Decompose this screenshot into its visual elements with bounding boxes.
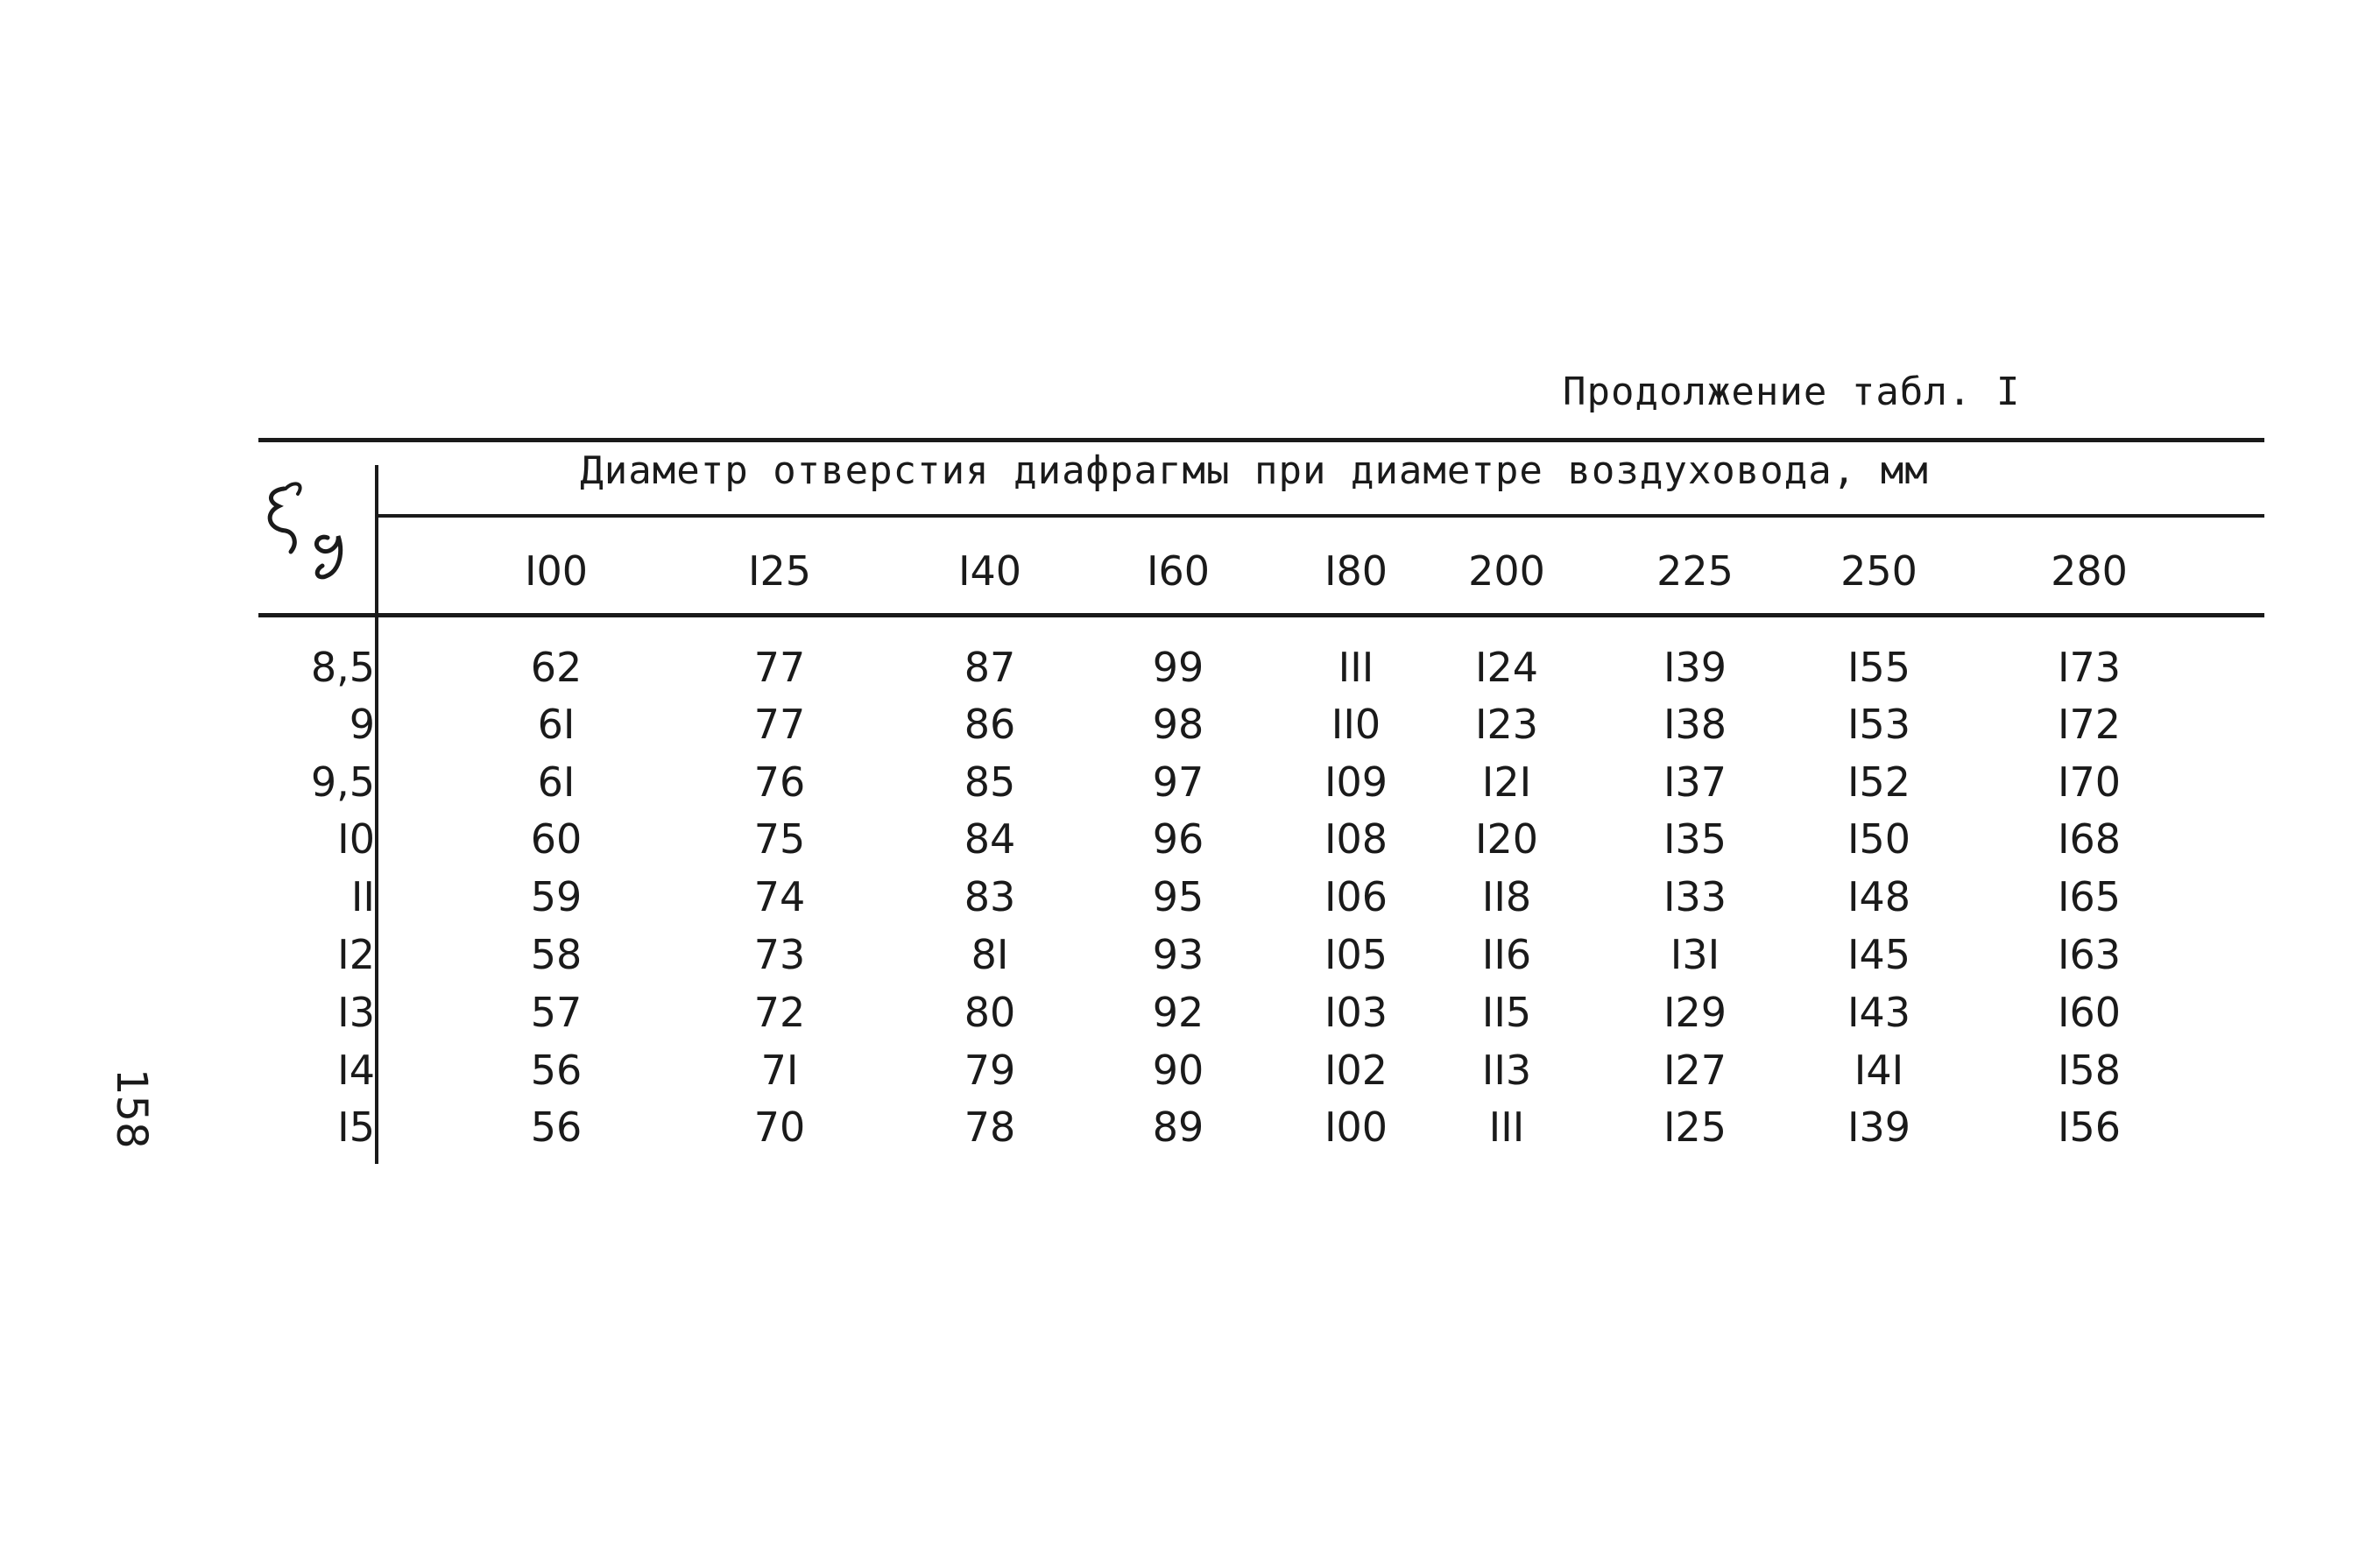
table-cell: II3	[1481, 1047, 1532, 1094]
table-cell: I43	[1847, 989, 1911, 1036]
row-label: I5	[337, 1103, 375, 1151]
table-cell: 6I	[537, 758, 576, 806]
table-cell: 87	[964, 644, 1016, 691]
table-cell: 7I	[760, 1047, 799, 1094]
table-cell: 76	[753, 758, 806, 806]
table-cell: 97	[1152, 758, 1204, 806]
table-cell: 84	[964, 815, 1016, 863]
table-cell: 79	[964, 1047, 1016, 1094]
table-cell: I24	[1474, 644, 1539, 691]
table-cell: 96	[1152, 815, 1204, 863]
table-cell: 6I	[537, 701, 576, 748]
table-cell: I29	[1663, 989, 1727, 1036]
page-number: 158	[107, 1068, 156, 1149]
table-cell: III	[1488, 1103, 1525, 1151]
table-cell: I38	[1663, 701, 1727, 748]
table-cell: I60	[2057, 989, 2122, 1036]
table-cell: I3I	[1670, 931, 1720, 978]
column-header: 280	[2051, 547, 2128, 595]
table-cell: I20	[1474, 815, 1539, 863]
column-header: I60	[1146, 547, 1211, 595]
table-cell: I37	[1663, 758, 1727, 806]
table-cell: 99	[1152, 644, 1204, 691]
table-cell: 90	[1152, 1047, 1204, 1094]
column-header: I80	[1324, 547, 1388, 595]
table-cell: 98	[1152, 701, 1204, 748]
table-cell: 60	[530, 815, 583, 863]
table-cell: I56	[2057, 1103, 2122, 1151]
table-cell: I45	[1847, 931, 1911, 978]
table-cell: I2I	[1481, 758, 1532, 806]
table-cell: 89	[1152, 1103, 1204, 1151]
table-cell: II8	[1481, 873, 1532, 920]
table-cell: 70	[753, 1103, 806, 1151]
row-label: 8,5	[310, 644, 375, 691]
table-cell: I50	[1847, 815, 1911, 863]
row-label: II	[350, 873, 375, 920]
row-label: I2	[337, 931, 375, 978]
table-cell: II0	[1331, 701, 1381, 748]
table-cell: I33	[1663, 873, 1727, 920]
table-cell: I08	[1324, 815, 1388, 863]
table-cell: I48	[1847, 873, 1911, 920]
table-cell: 77	[753, 701, 806, 748]
super-header: Диаметр отверстия диафрагмы при диаметре воздуховода, мм	[580, 448, 1929, 493]
column-header: I40	[957, 547, 1022, 595]
table-cell: I00	[1324, 1103, 1388, 1151]
column-header: 225	[1656, 547, 1734, 595]
row-label: I3	[337, 989, 375, 1036]
table-cell: I4I	[1854, 1047, 1904, 1094]
table-cell: I27	[1663, 1047, 1727, 1094]
table-top-rule	[258, 438, 2264, 442]
table-cell: 83	[964, 873, 1016, 920]
table-cell: 75	[753, 815, 806, 863]
table-cell: I35	[1663, 815, 1727, 863]
table-cell: I05	[1324, 931, 1388, 978]
table-cell: 77	[753, 644, 806, 691]
row-label: 9	[349, 701, 375, 748]
table-cell: 59	[530, 873, 583, 920]
table-cell: I09	[1324, 758, 1388, 806]
table-cell: I25	[1663, 1103, 1727, 1151]
table-cell: 72	[753, 989, 806, 1036]
table-cell: 8I	[971, 931, 1009, 978]
table-cell: I55	[1847, 644, 1911, 691]
column-header: I25	[747, 547, 812, 595]
table-cell: 95	[1152, 873, 1204, 920]
table-cell: 73	[753, 931, 806, 978]
table-caption: Продолжение табл. I	[1563, 370, 2021, 414]
column-header: 200	[1468, 547, 1545, 595]
table-cell: 86	[964, 701, 1016, 748]
row-label: I4	[337, 1047, 375, 1094]
table-cell: III	[1338, 644, 1374, 691]
table-cell: I52	[1847, 758, 1911, 806]
row-label-divider	[375, 465, 378, 1164]
table-cell: 74	[753, 873, 806, 920]
table-cell: I68	[2057, 815, 2122, 863]
header-divider-rule	[378, 514, 2264, 518]
table-cell: 56	[530, 1047, 583, 1094]
table-cell: 92	[1152, 989, 1204, 1036]
table-cell: I73	[2057, 644, 2122, 691]
column-header: 250	[1840, 547, 1917, 595]
table-cell: I72	[2057, 701, 2122, 748]
table-cell: I63	[2057, 931, 2122, 978]
table-cell: 56	[530, 1103, 583, 1151]
table-cell: 85	[964, 758, 1016, 806]
row-label: I0	[337, 815, 375, 863]
table-cell: II6	[1481, 931, 1532, 978]
table-cell: 62	[530, 644, 583, 691]
table-cell: I39	[1663, 644, 1727, 691]
table-cell: I02	[1324, 1047, 1388, 1094]
column-header: I00	[524, 547, 589, 595]
table-cell: I03	[1324, 989, 1388, 1036]
table-cell: 93	[1152, 931, 1204, 978]
row-label: 9,5	[310, 758, 375, 806]
table-cell: I23	[1474, 701, 1539, 748]
zeta-d-symbol	[259, 464, 373, 587]
table-cell: I39	[1847, 1103, 1911, 1151]
table-cell: I58	[2057, 1047, 2122, 1094]
table-cell: 80	[964, 989, 1016, 1036]
table-cell: 78	[964, 1103, 1016, 1151]
header-bottom-rule	[258, 613, 2264, 617]
table-cell: 58	[530, 931, 583, 978]
table-cell: I70	[2057, 758, 2122, 806]
table-cell: II5	[1481, 989, 1532, 1036]
table-cell: I53	[1847, 701, 1911, 748]
table-cell: 57	[530, 989, 583, 1036]
table-cell: I65	[2057, 873, 2122, 920]
table-cell: I06	[1324, 873, 1388, 920]
zeta-d-glyph	[259, 464, 373, 587]
